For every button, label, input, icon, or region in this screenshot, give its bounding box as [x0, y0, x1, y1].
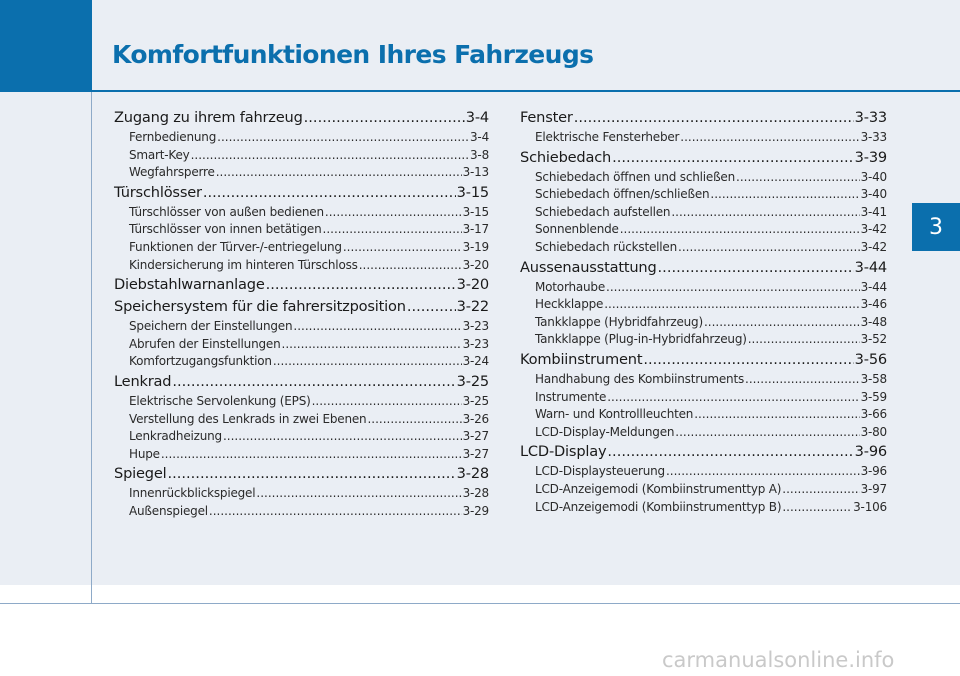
toc-section-entry[interactable]	[114, 184, 489, 205]
toc-entry-page: 3-17	[462, 222, 489, 237]
toc-dot-leader	[273, 354, 462, 368]
toc-subentry[interactable]	[520, 332, 887, 350]
bottom-rule	[0, 603, 960, 604]
toc-dot-leader	[782, 482, 859, 496]
toc-subentry[interactable]	[520, 315, 887, 333]
toc-dot-leader	[710, 187, 859, 201]
toc-subentry[interactable]	[114, 429, 489, 447]
toc-entry-page: 3-28	[462, 486, 489, 501]
toc-entry-label: Elektrische Servolenkung (EPS)	[129, 393, 311, 408]
toc-subentry[interactable]	[114, 222, 489, 240]
page-title: Komfortfunktionen Ihres Fahrzeugs	[112, 40, 594, 69]
toc-entry-label: Fenster	[520, 109, 573, 126]
toc-entry-label: Lenkrad	[114, 372, 172, 390]
toc-subentry[interactable]	[520, 464, 887, 482]
toc-entry-page: 3-52	[860, 332, 887, 347]
toc-dot-leader	[209, 504, 462, 518]
toc-entry-page: 3-41	[860, 204, 887, 219]
toc-dot-leader	[172, 373, 455, 390]
toc-entry-page: 3-96	[860, 464, 887, 479]
toc-entry-label: LCD-Displaysteuerung	[535, 464, 665, 479]
toc-entry-label: Türschlösser von außen bedienen	[129, 204, 324, 219]
toc-subentry[interactable]	[520, 222, 887, 240]
toc-dot-leader	[607, 390, 859, 404]
toc-entry-page: 3-44	[854, 258, 887, 276]
toc-dot-leader	[304, 109, 465, 126]
toc-right-column	[520, 108, 887, 517]
toc-dot-leader	[782, 500, 852, 514]
toc-entry-label: Schiebedach	[520, 148, 612, 166]
toc-entry-page: 3-56	[854, 350, 887, 368]
toc-dot-leader	[217, 130, 469, 144]
chapter-tab[interactable]: 3	[912, 203, 960, 251]
toc-entry-page: 3-20	[456, 276, 489, 294]
toc-dot-leader	[407, 298, 456, 315]
toc-entry-label: Kindersicherung im hinteren Türschloss	[129, 257, 358, 272]
toc-entry-page: 3-40	[860, 169, 887, 184]
toc-dot-leader	[748, 332, 860, 346]
toc-subentry[interactable]	[114, 486, 489, 504]
toc-entry-page: 3-29	[462, 503, 489, 518]
toc-subentry[interactable]	[520, 372, 887, 390]
toc-entry-page: 3-106	[853, 499, 887, 514]
toc-entry-label: Schiebedach aufstellen	[535, 204, 671, 219]
toc-section-entry[interactable]	[520, 149, 887, 170]
toc-entry-label: LCD-Anzeigemodi (Kombiinstrumenttyp A)	[535, 481, 782, 496]
toc-dot-leader	[216, 165, 462, 179]
toc-entry-label: Instrumente	[535, 389, 607, 404]
toc-entry-label: Lenkradheizung	[129, 429, 222, 444]
toc-subentry[interactable]	[114, 205, 489, 223]
toc-entry-page: 3-48	[860, 314, 887, 329]
toc-entry-label: Sonnenblende	[535, 222, 619, 237]
toc-dot-leader	[745, 372, 860, 386]
toc-entry-label: Elektrische Fensterheber	[535, 130, 680, 144]
toc-subentry[interactable]	[520, 407, 887, 425]
toc-entry-page: 3-13	[462, 165, 489, 180]
toc-entry-label: Außenspiegel	[129, 503, 208, 518]
toc-entry-label: Funktionen der Türver-/-entriegelung	[129, 239, 342, 254]
toc-dot-leader	[606, 280, 860, 294]
toc-entry-label: Schiebedach öffnen/schließen	[535, 187, 710, 202]
toc-entry-page: 3-8	[470, 147, 489, 162]
toc-entry-label: Zugang zu ihrem fahrzeug	[114, 109, 303, 126]
toc-entry-label: Schiebedach rückstellen	[535, 239, 678, 254]
toc-dot-leader	[293, 319, 461, 333]
watermark: carmanualsonline.info	[662, 648, 895, 672]
toc-entry-label: Diebstahlwarnanlage	[114, 276, 265, 294]
toc-section-entry[interactable]	[520, 443, 887, 464]
toc-entry-label: Heckklappe	[535, 297, 604, 312]
toc-dot-leader	[203, 184, 456, 201]
toc-entry-page: 3-25	[462, 393, 489, 408]
toc-dot-leader	[680, 130, 859, 144]
corner-color-block	[0, 0, 92, 92]
toc-entry-page: 3-42	[860, 239, 887, 254]
toc-subentry[interactable]	[520, 280, 887, 298]
toc-entry-page: 3-19	[462, 239, 489, 254]
toc-entry-page: 3-27	[462, 446, 489, 461]
toc-dot-leader	[325, 205, 462, 219]
header-rule	[92, 90, 960, 92]
toc-subentry[interactable]	[114, 394, 489, 412]
toc-dot-leader	[282, 337, 462, 351]
toc-subentry[interactable]	[114, 130, 489, 148]
toc-subentry[interactable]	[114, 337, 489, 355]
toc-entry-label: LCD-Display	[520, 443, 607, 461]
toc-entry-label: Kombiinstrument	[520, 350, 643, 368]
toc-dot-leader	[161, 447, 462, 461]
toc-entry-label: Hupe	[129, 446, 160, 461]
toc-entry-page: 3-24	[462, 354, 489, 369]
toc-entry-label: Tankklappe (Plug-in-Hybridfahrzeug)	[535, 332, 747, 347]
toc-entry-page: 3-22	[456, 298, 489, 316]
toc-dot-leader	[343, 240, 462, 254]
toc-entry-label: Speichern der Einstellungen	[129, 319, 293, 334]
toc-entry-page: 3-25	[456, 372, 489, 390]
toc-entry-page: 3-28	[456, 465, 489, 483]
toc-subentry[interactable]	[520, 390, 887, 408]
toc-entry-label: Aussenausstattung	[520, 258, 657, 276]
toc-entry-page: 3-27	[462, 429, 489, 444]
toc-dot-leader	[671, 205, 859, 219]
toc-entry-label: Warn- und Kontrollleuchten	[535, 407, 694, 422]
toc-entry-page: 3-46	[860, 297, 887, 312]
left-margin-rule	[91, 92, 92, 604]
toc-entry-label: Türschlösser	[114, 183, 202, 201]
toc-section-entry[interactable]	[114, 109, 489, 130]
toc-subentry[interactable]	[520, 425, 887, 443]
toc-left-column	[114, 108, 489, 522]
toc-entry-page: 3-40	[860, 187, 887, 202]
toc-entry-page: 3-15	[456, 183, 489, 201]
toc-subentry[interactable]	[520, 240, 887, 258]
toc-entry-label: Abrufen der Einstellungen	[129, 336, 281, 351]
toc-subentry[interactable]	[114, 319, 489, 337]
toc-section-entry[interactable]	[114, 276, 489, 297]
toc-entry-label: Wegfahrsperre	[129, 165, 215, 180]
toc-entry-page: 3-33	[854, 109, 887, 126]
toc-subentry[interactable]	[114, 165, 489, 183]
toc-entry-page: 3-97	[860, 481, 887, 496]
toc-subentry[interactable]	[114, 148, 489, 166]
toc-entry-page: 3-59	[860, 389, 887, 404]
toc-dot-leader	[675, 425, 859, 439]
toc-entry-label: Spiegel	[114, 465, 167, 483]
toc-entry-page: 3-39	[854, 148, 887, 166]
toc-dot-leader	[256, 486, 461, 500]
toc-dot-leader	[191, 148, 469, 162]
toc-subentry[interactable]	[114, 412, 489, 430]
toc-dot-leader	[223, 429, 462, 443]
toc-entry-label: Handhabung des Kombiinstruments	[535, 371, 745, 386]
toc-subentry[interactable]	[520, 205, 887, 223]
toc-entry-label: Türschlösser von innen betätigen	[129, 222, 322, 237]
toc-subentry[interactable]	[114, 354, 489, 372]
toc-entry-page: 3-58	[860, 371, 887, 386]
toc-entry-page: 3-33	[860, 130, 887, 144]
toc-entry-page: 3-42	[860, 222, 887, 237]
toc-entry-label: Motorhaube	[535, 279, 606, 294]
toc-entry-page: 3-20	[462, 257, 489, 272]
toc-entry-label: Fernbedienung	[129, 130, 217, 144]
toc-dot-leader	[604, 297, 859, 311]
toc-entry-page: 3-96	[854, 443, 887, 461]
toc-entry-page: 3-66	[860, 407, 887, 422]
toc-entry-label: Komfortzugangsfunktion	[129, 354, 272, 369]
toc-entry-page: 3-44	[860, 279, 887, 294]
toc-dot-leader	[704, 315, 860, 329]
toc-subentry[interactable]	[114, 504, 489, 522]
toc-dot-leader	[658, 259, 854, 276]
toc-dot-leader	[612, 149, 854, 166]
toc-dot-leader	[607, 443, 853, 460]
toc-dot-leader	[312, 394, 462, 408]
toc-subentry[interactable]	[520, 482, 887, 500]
toc-subentry[interactable]	[114, 447, 489, 465]
toc-dot-leader	[643, 351, 853, 368]
toc-section-entry[interactable]	[114, 373, 489, 394]
toc-entry-label: Smart-Key	[129, 147, 190, 162]
toc-entry-label: Speichersystem für die fahrersitzposition	[114, 298, 406, 316]
toc-entry-page: 3-4	[465, 109, 489, 126]
toc-section-entry[interactable]	[520, 259, 887, 280]
toc-subentry[interactable]	[114, 240, 489, 258]
toc-entry-label: LCD-Anzeigemodi (Kombiinstrumenttyp B)	[535, 499, 782, 514]
toc-entry-page: 3-23	[462, 336, 489, 351]
toc-dot-leader	[620, 222, 860, 236]
toc-dot-leader	[694, 407, 859, 421]
toc-subentry[interactable]	[520, 297, 887, 315]
toc-dot-leader	[678, 240, 860, 254]
toc-entry-page: 3-26	[462, 411, 489, 426]
toc-dot-leader	[266, 276, 456, 293]
toc-entry-label: Verstellung des Lenkrads in zwei Ebenen	[129, 411, 367, 426]
toc-subentry[interactable]	[520, 187, 887, 205]
toc-dot-leader	[736, 170, 860, 184]
toc-section-entry[interactable]	[114, 465, 489, 486]
toc-subentry[interactable]	[520, 170, 887, 188]
toc-entry-label: Schiebedach öffnen und schließen	[535, 169, 736, 184]
toc-entry-page: 3-23	[462, 319, 489, 334]
toc-dot-leader	[574, 109, 854, 126]
toc-dot-leader	[167, 465, 455, 482]
toc-entry-page: 3-80	[860, 424, 887, 439]
toc-entry-label: Tankklappe (Hybridfahrzeug)	[535, 314, 703, 329]
toc-dot-leader	[666, 464, 860, 478]
toc-entry-label: LCD-Display-Meldungen	[535, 424, 675, 439]
toc-section-entry[interactable]	[114, 298, 489, 319]
toc-dot-leader	[323, 222, 462, 236]
toc-entry-label: Innenrückblickspiegel	[129, 486, 256, 501]
toc-subentry[interactable]	[520, 130, 887, 148]
toc-section-entry[interactable]	[520, 351, 887, 372]
toc-dot-leader	[359, 258, 462, 272]
toc-subentry[interactable]	[520, 500, 887, 518]
toc-section-entry[interactable]	[520, 109, 887, 130]
toc-dot-leader	[367, 412, 461, 426]
toc-subentry[interactable]	[114, 258, 489, 276]
toc-entry-page: 3-4	[470, 130, 489, 144]
toc-entry-page: 3-15	[462, 204, 489, 219]
